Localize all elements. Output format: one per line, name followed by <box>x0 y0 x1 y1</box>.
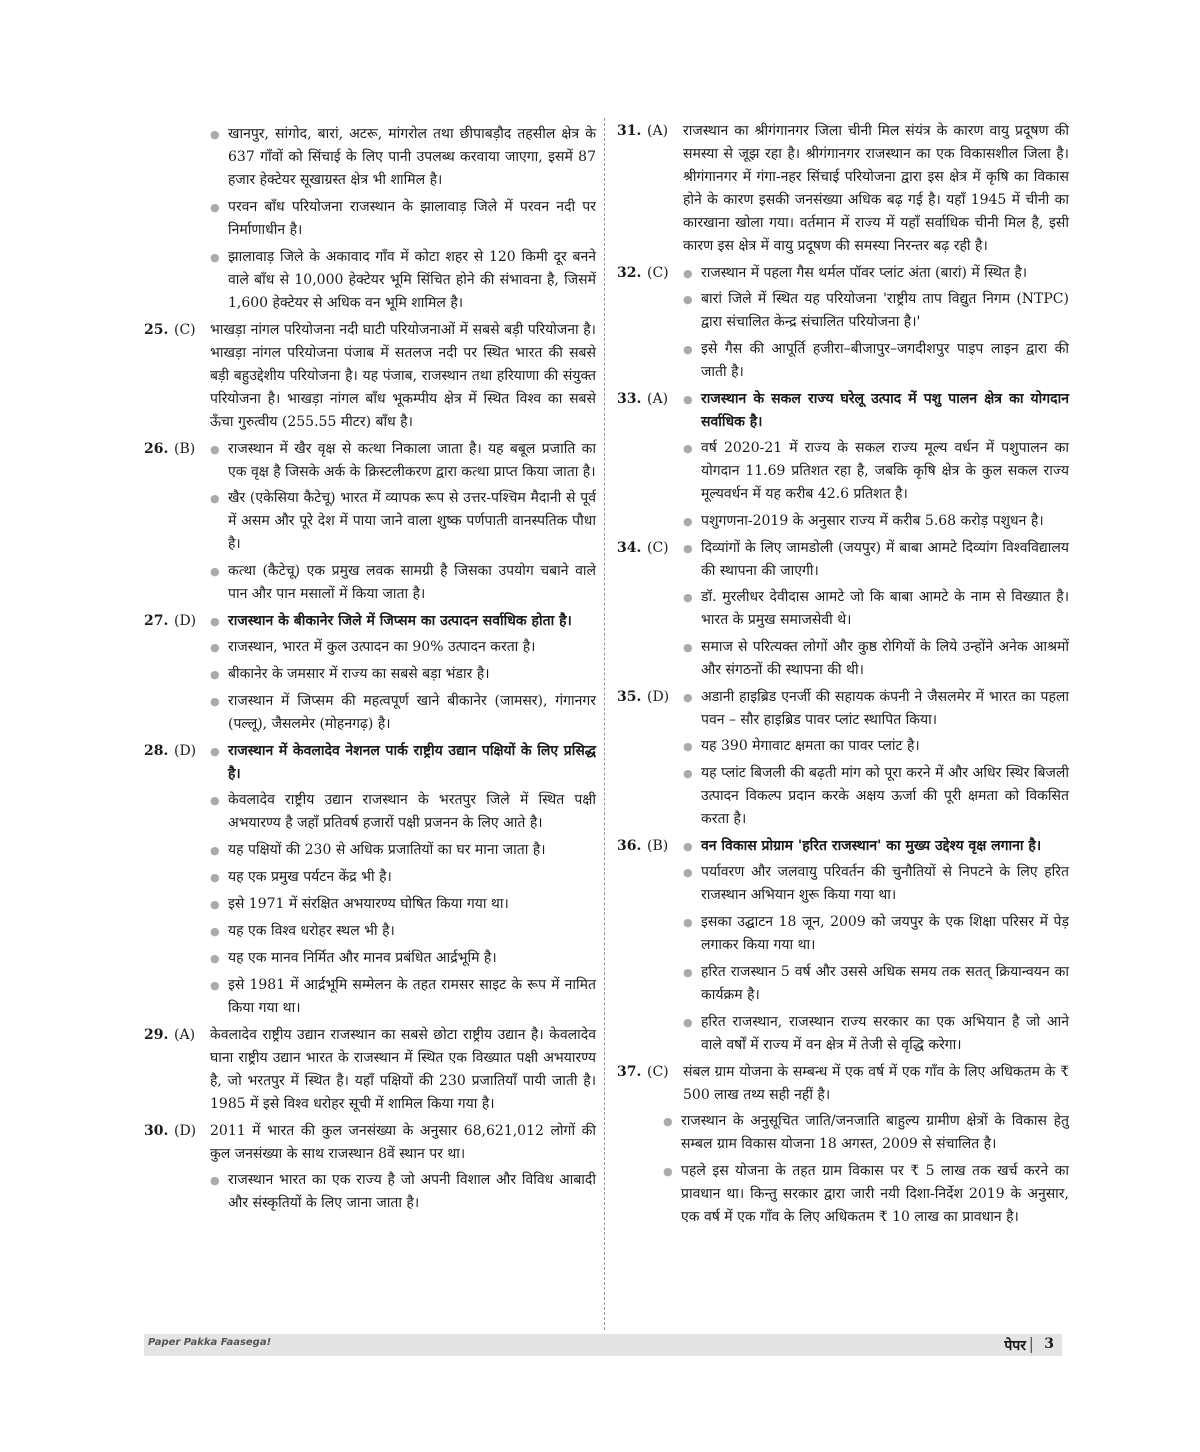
page-number: 3 <box>1044 1336 1054 1352</box>
answer-bullet: ● यह प्लांट बिजली की बढ़ती मांग को पूरा करने में और अधिर स्थिर बिजली उत्पादन विकल्प प्रदान करके अक्षय ऊर्जा की पूरी क्षमता को विकसित करता है। <box>683 762 1069 831</box>
question-number: 25. <box>144 322 169 338</box>
question-35 <box>617 686 1069 831</box>
answer-bullet: ● हरित राजस्थान 5 वर्ष और उससे अधिक समय तक सतत् क्रियान्वयन का कार्यक्रम है। <box>683 961 1069 1007</box>
question-number: 33. <box>617 391 642 407</box>
question-33 <box>617 388 1069 533</box>
answer-bullet: ● इसे गैस की आपूर्ति हजीरा–बीजापुर–जगदीशपुर पाइप लाइन द्वारा की जाती है। <box>683 338 1069 384</box>
question-number: 37. <box>617 1064 642 1080</box>
answer-text: ● राजस्थान में केवलादेव नेशनल पार्क राष्ट्रीय उद्यान पक्षियों के लिए प्रसिद्ध है। <box>210 740 596 786</box>
right-column <box>617 120 1069 1233</box>
question-27 <box>144 610 596 736</box>
answer-text: ● राजस्थान के बीकानेर जिले में जिप्सम का उत्पादन सर्वाधिक होता है। <box>210 610 596 633</box>
answer-bullet: ● केवलादेव राष्ट्रीय उद्यान राजस्थान के भरतपुर जिले में स्थित पक्षी अभयारण्य है जहाँ प्रतिवर्ष हजारों पक्षी प्रजनन के लिए आते है। <box>210 789 596 835</box>
answer-bullet: ● बीकानेर के जमसार में राज्य का सबसे बड़ा भंडार है। <box>210 663 596 686</box>
answer-bullet: ● इसका उद्घाटन 18 जून, 2009 को जयपुर के एक शिक्षा परिसर में पेड़ लगाकर किया गया था। <box>683 911 1069 957</box>
answer-option: (D) <box>174 613 197 629</box>
question-number: 30. <box>144 1123 169 1139</box>
answer-option: (C) <box>647 1064 669 1080</box>
answer-option: (D) <box>174 743 197 759</box>
answer-bullet: ● वर्ष 2020-21 में राज्य के सकल राज्य मूल्य वर्धन में पशुपालन का योगदान 11.69 प्रतिशत रहा है, जबकि कृषि क्षेत्र के कुल सकल राज्य मूल्यवर्धन में यह करीब 42.6 प्रतिशत है। <box>683 437 1069 506</box>
question-30 <box>144 1120 596 1215</box>
answer-text: केवलादेव राष्ट्रीय उद्यान राजस्थान का सबसे छोटा राष्ट्रीय उद्यान है। केवलादेव घाना राष्ट्रीय उद्यान भारत के राजस्थान में स्थित एक विख्यात पक्षी अभयारण्य है, जो भरतपुर में स्थित है। यहाँ पक्षियों की 230 प्रजातियाँ पायी जाती है। 1985 में इसे विश्व धरोहर सूची में शामिल किया गया है। <box>210 1027 596 1112</box>
question-number: 35. <box>617 689 642 705</box>
answer-bullet: ● राजस्थान, भारत में कुल उत्पादन का 90% उत्पादन करता है। <box>210 636 596 659</box>
page-footer <box>144 1334 1062 1356</box>
answer-bullet: ● इसे 1971 में संरक्षित अभयारण्य घोषित किया गया था। <box>210 893 596 916</box>
answer-text: संबल ग्राम योजना के सम्बन्ध में एक वर्ष में एक गाँव के लिए अधिकतम के ₹ 500 लाख तथ्य सही नहीं है। <box>683 1064 1069 1103</box>
answer-text: भाखड़ा नांगल परियोजना नदी घाटी परियोजनाओं में सबसे बड़ी परियोजना है। भाखड़ा नांगल परियोजना पंजाब में सतलज नदी पर स्थित भारत की सबसे बड़ी बहुउद्देशीय परियोजना है। यह पंजाब, राजस्थान तथा हरियाणा की संयुक्त परियोजना है। भाखड़ा नांगल बाँध भूकम्पीय क्षेत्र में स्थित विश्व का सबसे ऊँचा गुरुत्वीय (255.55 मीटर) बाँध है। <box>210 322 596 430</box>
question-36 <box>617 835 1069 1057</box>
answer-option: (C) <box>647 540 669 556</box>
answer-option: (D) <box>174 1123 197 1139</box>
question-number: 31. <box>617 123 642 139</box>
answer-bullet: ● पर्यावरण और जलवायु परिवर्तन की चुनौतियों से निपटने के लिए हरित राजस्थान अभियान शुरू किया गया था। <box>683 861 1069 907</box>
answer-bullet: ● यह एक मानव निर्मित और मानव प्रबंधित आर्द्रभूमि है। <box>210 947 596 970</box>
answer-option: (C) <box>647 265 669 281</box>
answer-bullet: ● पशुगणना-2019 के अनुसार राज्य में करीब 5.68 करोड़ पशुधन है। <box>683 510 1069 533</box>
answer-bullet: ● राजस्थान में जिप्सम की महत्वपूर्ण खाने बीकानेर (जामसर), गंगानगर (पल्लू), जैसलमेर (मोहनगढ़) है। <box>210 690 596 736</box>
answer-bullet: ● राजस्थान के अनुसूचित जाति/जनजाति बाहुल्य ग्रामीण क्षेत्रों के विकास हेतु सम्बल ग्राम विकास योजना 18 अगस्त, 2009 से संचालित है। <box>663 1110 1069 1156</box>
answer-bullet: ● राजस्थान भारत का एक राज्य है जो अपनी विशाल और विविध आबादी और संस्कृतियों के लिए जाना जाता है। <box>210 1169 596 1215</box>
question-28 <box>144 740 596 1020</box>
answer-bullet: ● खैर (एकेसिया कैटेचू) भारत में व्यापक रूप से उत्तर-पश्चिम मैदानी से पूर्व में असम और पूरे देश में पाया जाने वाला शुष्क पर्णपाती वानस्पतिक पौधा है। <box>210 487 596 556</box>
answer-text: ● राजस्थान में खैर वृक्ष से कत्था निकाला जाता है। यह बबूल प्रजाति का एक वृक्ष है जिसके अर्क के क्रिस्टलीकरण द्वारा कत्था प्राप्त किया जाता है। <box>210 438 596 484</box>
question-number: 36. <box>617 838 642 854</box>
answer-bullet: ● यह 390 मेगावाट क्षमता का पावर प्लांट है। <box>683 735 1069 758</box>
question-29 <box>144 1024 596 1116</box>
q24-bullet: ● परवन बाँध परियोजना राजस्थान के झालावाड़ जिले में परवन नदी पर निर्माणाधीन है। <box>210 196 596 242</box>
footer-label: पेपर <box>1004 1338 1026 1354</box>
question-31 <box>617 120 1069 258</box>
question-37 <box>617 1061 1069 1229</box>
answer-bullet: ● यह एक विश्व धरोहर स्थल भी है। <box>210 920 596 943</box>
left-column <box>144 120 596 1219</box>
question-number: 27. <box>144 613 169 629</box>
answer-text: ● राजस्थान के सकल राज्य घरेलू उत्पाद में पशु पालन क्षेत्र का योगदान सर्वाधिक है। <box>683 388 1069 434</box>
answer-bullet: ● पहले इस योजना के तहत ग्राम विकास पर ₹ 5 लाख तक खर्च करने का प्रावधान था। किन्तु सरकार द्वारा जारी नयी दिशा-निर्देश 2019 के अनुसार, एक वर्ष में एक गाँव के लिए अधिकतम ₹ 10 लाख का प्रावधान है। <box>663 1160 1069 1229</box>
column-divider <box>604 118 605 1330</box>
question-number: 28. <box>144 743 169 759</box>
answer-text: राजस्थान का श्रीगंगानगर जिला चीनी मिल संयंत्र के कारण वायु प्रदूषण की समस्या से जूझ रहा है। श्रीगंगानगर राजस्थान का एक विकासशील जिला है। श्रीगंगानगर में गंगा-नहर सिंचाई परियोजना द्वारा इस क्षेत्र में कृषि का विकास होने के कारण इसकी जनसंख्या अधिक बढ़ गई है। यहाँ 1945 में चीनी का कारखाना खोला गया। वर्तमान में राज्य में यहाँ सर्वाधिक चीनी मिल है, इसी कारण इस क्षेत्र में वायु प्रदूषण की समस्या निरन्तर बढ़ रही है। <box>683 123 1069 254</box>
answer-text: ● राजस्थान में पहला गैस थर्मल पॉवर प्लांट अंता (बारां) में स्थित है। <box>683 262 1069 285</box>
q24-continuation <box>144 123 596 315</box>
question-32 <box>617 262 1069 384</box>
question-25 <box>144 319 596 434</box>
answer-text: 2011 में भारत की कुल जनसंख्या के अनुसार 68,621,012 लोगों की कुल जनसंख्या के साथ राजस्थान 8वें स्थान पर था। <box>210 1123 596 1162</box>
q24-bullet: ● खानपुर, सांगोद, बारां, अटरू, मांगरोल तथा छीपाबड़ौद तहसील क्षेत्र के 637 गाँवों को सिंचाई के लिए पानी उपलब्ध करवाया जाएगा, इसमें 87 हजार हेक्टेयर सूखाग्रस्त क्षेत्र भी शामिल है। <box>210 123 596 192</box>
answer-option: (D) <box>647 689 670 705</box>
answer-option: (A) <box>647 123 669 139</box>
answer-bullet: ● यह एक प्रमुख पर्यटन केंद्र भी है। <box>210 866 596 889</box>
answer-bullet: ● डॉ. मुरलीधर देवीदास आमटे जो कि बाबा आमटे के नाम से विख्यात है। भारत के प्रमुख समाजसेवी थे। <box>683 586 1069 632</box>
answer-text: ● वन विकास प्रोग्राम 'हरित राजस्थान' का मुख्य उद्देश्य वृक्ष लगाना है। <box>683 835 1069 858</box>
answer-option: (C) <box>174 322 196 338</box>
answer-bullet: ● यह पक्षियों की 230 से अधिक प्रजातियों का घर माना जाता है। <box>210 839 596 862</box>
answer-bullet: ● कत्था (कैटेचू) एक प्रमुख लवक सामग्री है जिसका उपयोग चबाने वाले पान और पान मसालों में किया जाता है। <box>210 560 596 606</box>
question-26 <box>144 438 596 606</box>
footer-separator: | <box>1028 1334 1034 1353</box>
answer-option: (B) <box>647 838 669 854</box>
answer-option: (A) <box>174 1027 196 1043</box>
answer-bullet: ● बारां जिले में स्थित यह परियोजना 'राष्ट्रीय ताप विद्युत निगम (NTPC) द्वारा संचालित केन्द्र संचालित परियोजना है।' <box>683 288 1069 334</box>
question-number: 34. <box>617 540 642 556</box>
q24-bullet: ● झालावाड़ जिले के अकावाद गाँव में कोटा शहर से 120 किमी दूर बनने वाले बाँध से 10,000 हेक्टेयर भूमि सिंचित होने की संभावना है, जिसमें 1,600 हेक्टेयर से अधिक वन भूमि शामिल है। <box>210 246 596 315</box>
answer-bullet: ● हरित राजस्थान, राजस्थान राज्य सरकार का एक अभियान है जो आने वाले वर्षों में राज्य में वन क्षेत्र में तेजी से वृद्धि करेगा। <box>683 1011 1069 1057</box>
question-34 <box>617 537 1069 682</box>
answer-bullet: ● इसे 1981 में आर्द्रभूमि सम्मेलन के तहत रामसर साइट के रूप में नामित किया गया था। <box>210 974 596 1020</box>
answer-option: (B) <box>174 441 196 457</box>
brand-tagline: Paper Pakka Faasega! <box>148 1337 272 1348</box>
question-number: 32. <box>617 265 642 281</box>
answer-bullet: ● समाज से परित्यक्त लोगों और कुष्ठ रोगियों के लिये उन्होंने अनेक आश्रमों और संगठनों की स्थापना की थी। <box>683 636 1069 682</box>
answer-text: ● दिव्यांगों के लिए जामडोली (जयपुर) में बाबा आमटे दिव्यांग विश्वविद्यालय की स्थापना की जाएगी। <box>683 537 1069 583</box>
answer-option: (A) <box>647 391 669 407</box>
answer-text: ● अडानी हाइब्रिड एनर्जी की सहायक कंपनी ने जैसलमेर में भारत का पहला पवन – सौर हाइब्रिड पावर प्लांट स्थापित किया। <box>683 686 1069 732</box>
question-number: 26. <box>144 441 169 457</box>
question-number: 29. <box>144 1027 169 1043</box>
